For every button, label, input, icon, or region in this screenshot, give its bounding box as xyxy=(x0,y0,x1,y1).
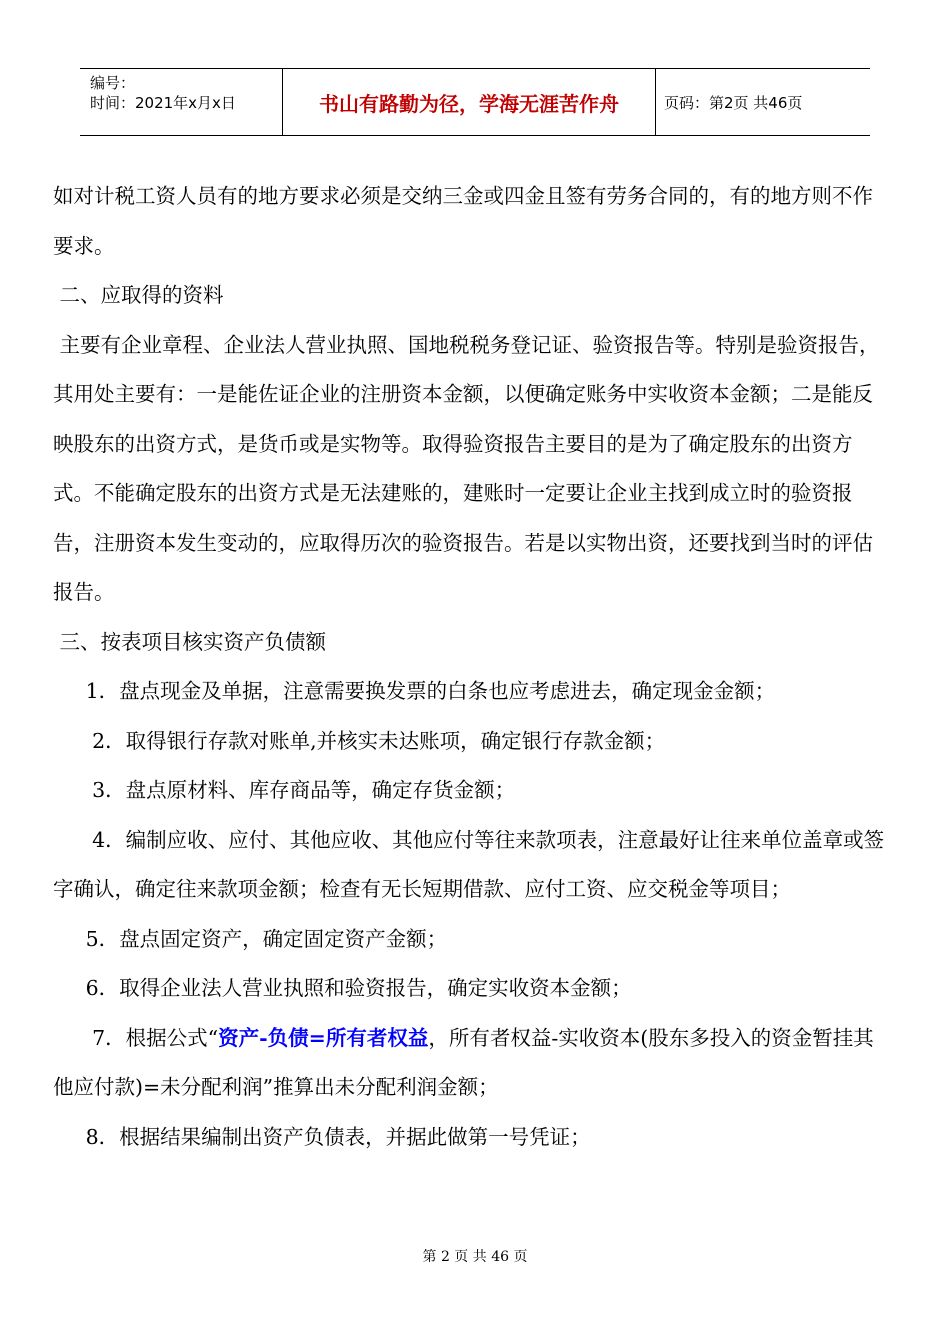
header-time: 时间：2021年x月x日 xyxy=(90,94,236,112)
list-item-6: 6．取得企业法人营业执照和验资报告，确定实收资本金额； xyxy=(53,976,632,1000)
header-number: 编号： xyxy=(90,74,136,92)
header-meta xyxy=(80,69,283,135)
document-body xyxy=(53,172,893,1162)
list-item-7 xyxy=(53,1014,893,1113)
list-item-1: 1．盘点现金及单据，注意需要换发票的白条也应考虑进去，确定现金金额； xyxy=(53,679,776,703)
list-item-7-start: 7．根据公式“ xyxy=(53,1025,219,1050)
section-heading-3: 三、按表项目核实资产负债额 xyxy=(53,629,327,654)
paragraph-1: 如对计税工资人员有的地方要求必须是交纳三金或四金且签有劳务合同的，有的地方则不作要求。 xyxy=(53,184,873,258)
list-item-3: 3．盘点原材料、库存商品等，确定存货金额； xyxy=(53,778,516,802)
paragraph-2: 主要有企业章程、企业法人营业执照、国地税税务登记证、验资报告等。特别是验资报告，其用处主要有：一是能佐证企业的注册资本金额，以便确定账务中实收资本金额；二是能反映股东的出资方式，是货币或是实物等。取得验资报告主要目的是为了确定股东的出资方式。不能确定股东的出资方式是无法建账的，建账时一定要让企业主找到成立时的验资报告，注册资本发生变动的，应取得历次的验资报告。若是以实物出资，还要找到当时的评估报告。 xyxy=(53,332,880,604)
header-page-info: 页码：第2页 共46页 xyxy=(664,93,803,112)
formula-highlight: 资产-负债=所有者权益 xyxy=(218,1025,429,1050)
list-item-8: 8．根据结果编制出资产负债表，并据此做第一号凭证； xyxy=(53,1124,591,1149)
section-heading-2: 二、应取得的资料 xyxy=(53,283,224,307)
list-item-7-end: ，所有者权益-实收资本(股东多投入的资金暂挂其他应付款)=未分配利润”推算出未分配利润金额； xyxy=(53,1025,874,1099)
list-item-4: 4．编制应收、应付、其他应收、其他应付等往来款项表，注意最好让往来单位盖章或签字确认，确定往来款项金额；检查有无长短期借款、应付工资、应交税金等项目； xyxy=(53,827,885,901)
page-footer: 第 2 页 共 46 页 xyxy=(422,1249,528,1265)
list-item-2: 2．取得银行存款对账单,并核实未达账项，确定银行存款金额； xyxy=(53,728,666,753)
list-item-5: 5．盘点固定资产，确定固定资产金额； xyxy=(53,926,448,951)
header-motto: 书山有路勤为径，学海无涯苦作舟 xyxy=(283,69,656,135)
page-header xyxy=(80,68,870,136)
